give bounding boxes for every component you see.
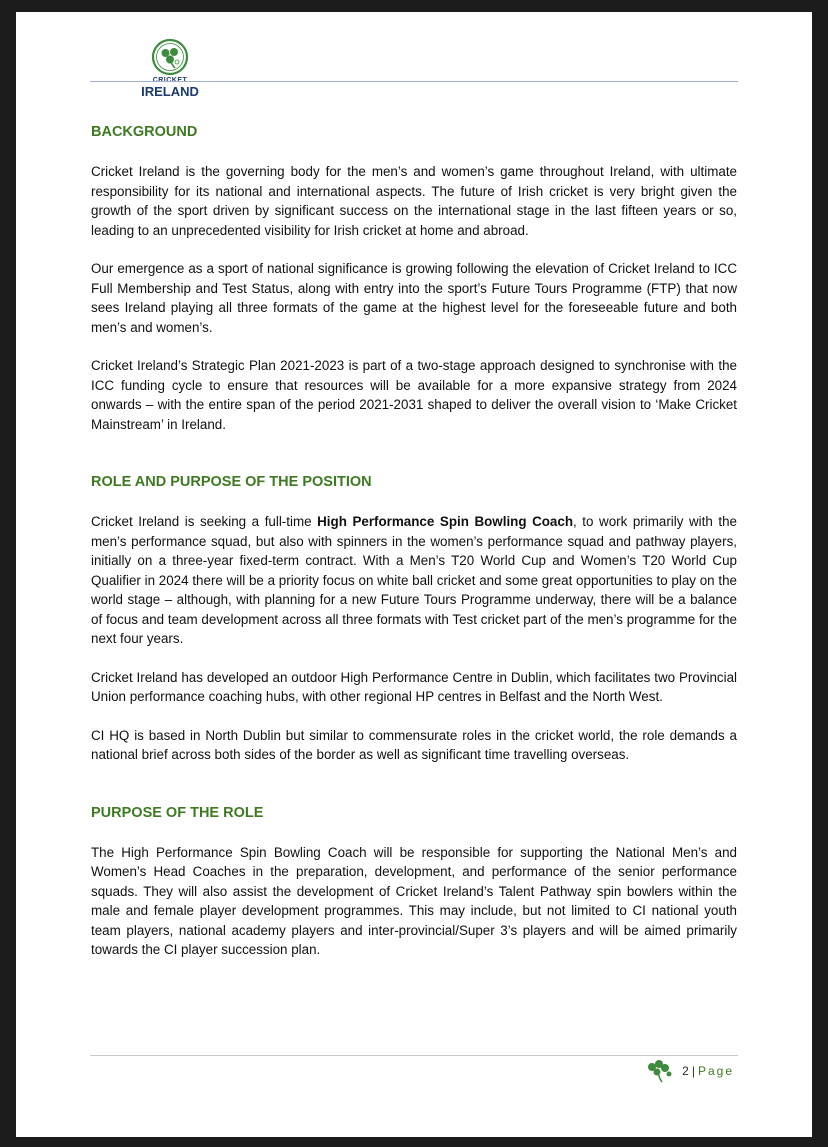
paragraph: Cricket Ireland’s Strategic Plan 2021-2023 is part of a two-stage approach designed to synchronise with the ICC funding cycle to ensure that resources will be available for a more expansive strategy from 2024 onwards – with the entire span of the period 2021-2031 shaped to deliver the overall vision to ‘Make Cricket Mainstream’ in Ireland. <box>91 358 737 432</box>
paragraph: CI HQ is based in North Dublin but similar to commensurate roles in the cricket world, the role demands a national brief across both sides of the border as well as significant time travelling overseas. <box>91 727 737 762</box>
logo-text-big: IRELAND <box>141 84 199 99</box>
paragraph: Cricket Ireland has developed an outdoor High Performance Centre in Dublin, which facilitates two Provincial Union performance coaching hubs, with other regional HP centres in Belfast and the North West. <box>91 669 737 704</box>
page-label: Page <box>697 1064 734 1078</box>
cricket-ireland-logo <box>134 38 206 98</box>
paragraph-text: , to work primarily with the men’s performance squad, but also with spinners in the women’s performance squad and pathway players, initially on a three-year fixed-term contract. With a Men’s T20 World Cup and Women’s T20 World Cup Qualifier in 2024 there will be a priority focus on white ball cricket and some great opportunities to play on the world stage – although, with planning for a new Future Tours Programme underway, there will be a balance of focus and team development across all three formats with Test cricket part of the men’s programme for the next four years. <box>91 514 738 646</box>
paragraph <box>91 512 737 649</box>
header-divider <box>90 81 738 82</box>
job-title-bold: High Performance Spin Bowling Coach <box>317 514 574 529</box>
section-heading-role-and-purpose: ROLE AND PURPOSE OF THE POSITION <box>91 474 372 490</box>
footer-divider <box>90 1055 738 1056</box>
section-heading-background: BACKGROUND <box>91 124 198 140</box>
paragraph: The High Performance Spin Bowling Coach will be responsible for supporting the National Men’s and Women’s Head Coaches in the preparation, development, and performance of the senior performance squads. They will also assist the development of Cricket Ireland’s Talent Pathway spin bowlers within the male and female player development programmes. This may include, but not limited to CI national youth team players, national academy players and inter-provincial/Super 3’s players and will be aimed primarily towards the CI player succession plan. <box>91 844 737 957</box>
section-heading-purpose-of-role: PURPOSE OF THE ROLE <box>91 804 264 821</box>
document-page <box>16 12 812 1137</box>
footer-separator: | <box>691 1064 695 1078</box>
shamrock-icon <box>644 1058 674 1084</box>
paragraph-text: Cricket Ireland is seeking a full-time <box>91 514 318 529</box>
paragraph: Cricket Ireland is the governing body for the men’s and women’s game throughout Ireland, with ultimate responsibility for its national and international aspects. The future of Irish cricket is very bright given the growth of the sport driven by significant success on the international stage in the last fifteen years or so, leading to an unprecedented visibility for Irish cricket at home and abroad. <box>91 164 737 238</box>
page-footer <box>644 1058 734 1084</box>
cricket-ireland-logo-icon <box>151 38 189 76</box>
paragraph: Our emergence as a sport of national significance is growing following the elevation of Cricket Ireland to ICC Full Membership and Test Status, along with entry into the sport’s Future Tours Programme (FTP) that now sees Ireland playing all three formats of the game at the highest level for the foreseeable future and both men’s and women’s. <box>91 261 737 335</box>
document-body <box>91 122 737 960</box>
page-number: 2 <box>682 1064 689 1078</box>
